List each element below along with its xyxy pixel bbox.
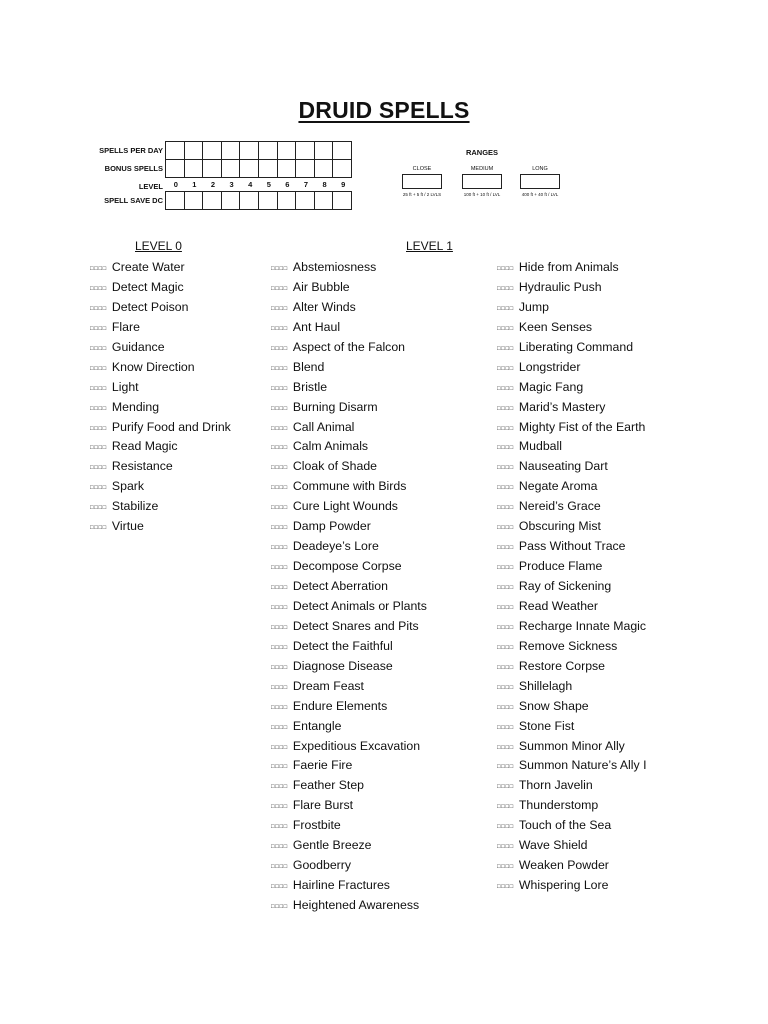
spell-name: Diagnose Disease (292, 658, 393, 673)
spell-item (497, 517, 646, 537)
spell-name: Goodberry (292, 858, 352, 873)
grid-cell[interactable] (295, 191, 315, 210)
spell-item (497, 537, 646, 557)
spell-name: Produce Flame (518, 559, 603, 574)
spell-name: Hide from Animals (518, 260, 619, 274)
level-number: 4 (248, 180, 253, 189)
spell-name: Mending (111, 399, 160, 414)
grid-cell[interactable] (295, 141, 315, 160)
prepared-checkboxes[interactable]: □□□□ (271, 904, 288, 910)
grid-cell[interactable] (221, 141, 241, 160)
range-medium (452, 165, 512, 197)
prepared-checkboxes[interactable]: □□□□ (271, 824, 288, 831)
range-medium-box[interactable] (462, 174, 502, 189)
spell-name: Jump (518, 299, 549, 314)
spell-item (271, 517, 427, 537)
spell-name: Snow Shape (518, 698, 589, 713)
spell-name: Burning Disarm (292, 399, 378, 414)
level-1-spell-list-b (497, 258, 646, 896)
level-number: 1 (192, 180, 197, 189)
level-0-spell-list (90, 258, 231, 537)
spell-name: Alter Winds (292, 299, 356, 314)
spell-item (90, 338, 231, 358)
prepared-checkboxes[interactable]: □□□□ (90, 425, 107, 432)
spell-item (497, 398, 646, 418)
spell-item (90, 517, 231, 537)
spell-item (271, 378, 427, 398)
range-close (392, 165, 452, 197)
spell-name: Hydraulic Push (518, 279, 602, 294)
spell-name: Endure Elements (292, 698, 388, 713)
spell-name: Hairline Fractures (292, 878, 390, 893)
range-long-box[interactable] (520, 174, 560, 189)
spell-name: Pass Without Trace (518, 539, 626, 554)
prepared-checkboxes[interactable]: □□□□ (271, 764, 288, 771)
grid-cell[interactable] (184, 191, 204, 210)
spell-name: Resistance (111, 459, 173, 474)
prepared-checkboxes[interactable]: □□□□ (271, 545, 288, 552)
spell-item (497, 597, 646, 617)
spell-item (271, 816, 427, 836)
grid-cell[interactable] (221, 191, 241, 210)
prepared-checkboxes[interactable]: □□□□ (497, 465, 514, 472)
spell-item (497, 577, 646, 597)
spell-item (271, 657, 427, 677)
grid-cell[interactable] (277, 191, 297, 210)
spell-name: Detect Aberration (292, 579, 388, 593)
spell-item (271, 776, 427, 796)
prepared-checkboxes[interactable]: □□□□ (497, 784, 514, 791)
spell-item (90, 278, 231, 298)
spell-item (271, 577, 427, 597)
prepared-checkboxes[interactable]: □□□□ (497, 744, 514, 751)
grid-cell[interactable] (239, 191, 259, 210)
spell-item (497, 717, 646, 737)
prepared-checkboxes[interactable]: □□□□ (497, 864, 514, 871)
level-number: 3 (229, 180, 234, 189)
prepared-checkboxes[interactable]: □□□□ (271, 844, 288, 851)
spell-item (497, 816, 646, 836)
spell-item (271, 557, 427, 577)
prepared-checkboxes[interactable]: □□□□ (497, 345, 514, 352)
level-number: 6 (285, 180, 290, 189)
spell-name: Recharge Innate Magic (518, 618, 647, 633)
grid-cell[interactable] (165, 191, 185, 210)
prepared-checkboxes[interactable]: □□□□ (497, 604, 514, 611)
spell-item (90, 378, 231, 398)
spell-name: Shillelagh (518, 678, 573, 693)
spell-item (497, 856, 646, 876)
prepared-checkboxes[interactable]: □□□□ (271, 345, 288, 352)
spell-save-dc-row (95, 191, 363, 210)
prepared-checkboxes[interactable]: □□□□ (497, 425, 514, 432)
prepared-checkboxes[interactable]: □□□□ (271, 704, 288, 711)
grid-cell[interactable] (314, 191, 334, 210)
spell-name: Weaken Powder (518, 858, 609, 873)
spell-item (90, 318, 231, 338)
spell-item (90, 477, 231, 497)
prepared-checkboxes[interactable]: □□□□ (90, 505, 107, 512)
spell-name: Bristle (292, 379, 328, 394)
spell-name: Nereid’s Grace (518, 499, 601, 514)
spell-name: Detect Snares and Pits (292, 618, 419, 633)
spell-name: Blend (292, 359, 325, 374)
range-close-box[interactable] (402, 174, 442, 189)
prepared-checkboxes[interactable]: □□□□ (497, 365, 514, 372)
spell-item (271, 756, 427, 776)
spell-name: Stabilize (111, 499, 159, 514)
prepared-checkboxes[interactable]: □□□□ (497, 405, 514, 412)
spell-item (497, 477, 646, 497)
prepared-checkboxes[interactable]: □□□□ (90, 285, 107, 292)
spell-item (271, 358, 427, 378)
prepared-checkboxes[interactable]: □□□□ (497, 704, 514, 711)
prepared-checkboxes[interactable]: □□□□ (90, 465, 107, 472)
spell-item (271, 457, 427, 477)
spell-item (497, 497, 646, 517)
level-label: LEVEL (138, 182, 163, 191)
prepared-checkboxes[interactable]: □□□□ (271, 565, 288, 572)
prepared-checkboxes[interactable]: □□□□ (271, 684, 288, 691)
spell-item (497, 258, 646, 278)
prepared-checkboxes[interactable]: □□□□ (271, 505, 288, 512)
spell-name: Light (111, 379, 139, 394)
spell-item (271, 697, 427, 717)
spell-name: Entangle (292, 718, 342, 733)
range-long (510, 165, 570, 197)
page-title: DRUID SPELLS (298, 97, 470, 123)
spell-name: Marid’s Mastery (518, 399, 606, 414)
grid-cell[interactable] (239, 141, 259, 160)
spell-name: Gentle Breeze (292, 838, 372, 853)
spell-name: Heightened Awareness (292, 898, 420, 912)
spell-name: Remove Sickness (518, 638, 618, 653)
grid-cell[interactable] (314, 141, 334, 160)
spell-name: Feather Step (292, 778, 364, 793)
prepared-checkboxes[interactable]: □□□□ (271, 425, 288, 432)
prepared-checkboxes[interactable]: □□□□ (271, 325, 288, 332)
grid-cell[interactable] (258, 191, 278, 210)
prepared-checkboxes[interactable]: □□□□ (271, 644, 288, 651)
spell-name: Mudball (518, 439, 562, 454)
grid-cell[interactable] (202, 141, 222, 160)
prepared-checkboxes[interactable]: □□□□ (497, 445, 514, 452)
range-long-label: LONG (532, 166, 548, 172)
spell-item (271, 677, 427, 697)
spell-name: Restore Corpse (518, 658, 606, 673)
spell-name: Detect Poison (111, 299, 189, 314)
prepared-checkboxes[interactable]: □□□□ (497, 325, 514, 332)
range-close-formula: 25 ft + 5 ft / 2 LVLS (402, 192, 442, 197)
level-number: 5 (266, 180, 271, 189)
prepared-checkboxes[interactable]: □□□□ (497, 285, 514, 292)
prepared-checkboxes[interactable]: □□□□ (90, 385, 107, 392)
prepared-checkboxes[interactable]: □□□□ (497, 724, 514, 731)
spell-name: Create Water (111, 260, 185, 274)
prepared-checkboxes[interactable]: □□□□ (497, 624, 514, 631)
level-number: 7 (303, 180, 309, 189)
prepared-checkboxes[interactable]: □□□□ (497, 764, 514, 771)
prepared-checkboxes[interactable]: □□□□ (90, 325, 107, 332)
spell-item (497, 378, 646, 398)
spell-name: Ray of Sickening (518, 579, 612, 593)
spell-name: Know Direction (111, 359, 195, 374)
spell-name: Obscuring Mist (518, 519, 601, 534)
prepared-checkboxes[interactable]: □□□□ (90, 405, 107, 412)
spell-name: Summon Minor Ally (518, 738, 625, 753)
spell-item (271, 258, 427, 278)
prepared-checkboxes[interactable]: □□□□ (497, 305, 514, 312)
spell-item (497, 338, 646, 358)
prepared-checkboxes[interactable]: □□□□ (271, 485, 288, 492)
prepared-checkboxes[interactable]: □□□□ (497, 485, 514, 492)
spell-item (271, 836, 427, 856)
spell-name: Flare Burst (292, 798, 354, 813)
spell-name: Thorn Javelin (518, 778, 593, 793)
spell-name: Negate Aroma (518, 479, 598, 494)
spell-name: Cure Light Wounds (292, 499, 398, 514)
prepared-checkboxes[interactable]: □□□□ (497, 844, 514, 851)
spell-name: Abstemiosness (292, 260, 377, 274)
prepared-checkboxes[interactable]: □□□□ (271, 624, 288, 631)
spell-item (271, 318, 427, 338)
prepared-checkboxes[interactable]: □□□□ (497, 525, 514, 532)
spell-item (497, 298, 646, 318)
spell-name: Aspect of the Falcon (292, 339, 406, 354)
spell-item (90, 298, 231, 318)
spell-name: Mighty Fist of the Earth (518, 419, 646, 434)
spell-item (497, 318, 646, 338)
spell-name: Ant Haul (292, 319, 341, 334)
prepared-checkboxes[interactable]: □□□□ (497, 585, 514, 591)
spell-item (90, 398, 231, 418)
bonus-spells-label: BONUS SPELLS (104, 164, 163, 173)
prepared-checkboxes[interactable]: □□□□ (497, 565, 514, 572)
prepared-checkboxes[interactable]: □□□□ (271, 525, 288, 532)
prepared-checkboxes[interactable]: □□□□ (271, 744, 288, 751)
range-long-formula: 400 ft + 40 ft / LVL (521, 192, 559, 197)
spell-item (271, 437, 427, 457)
spell-item (497, 697, 646, 717)
prepared-checkboxes[interactable]: □□□□ (497, 505, 514, 512)
spells-per-day-row (95, 141, 363, 160)
spell-name: Read Magic (111, 439, 178, 454)
spell-name: Dream Feast (292, 678, 364, 693)
spell-name: Damp Powder (292, 519, 371, 534)
spell-item (497, 796, 646, 816)
grid-cell[interactable] (202, 191, 222, 210)
spell-item (497, 876, 646, 896)
spell-item (497, 836, 646, 856)
grid-cell[interactable] (277, 141, 297, 160)
spell-item (497, 637, 646, 657)
spell-name: Air Bubble (292, 279, 350, 294)
spell-item (497, 737, 646, 757)
spell-name: Deadeye’s Lore (292, 539, 379, 554)
grid-cell[interactable] (165, 141, 185, 160)
spell-item (271, 298, 427, 318)
spell-name: Wave Shield (518, 838, 588, 853)
prepared-checkboxes[interactable]: □□□□ (271, 604, 288, 611)
spell-name: Call Animal (292, 419, 355, 434)
spell-item (271, 896, 427, 916)
spell-item (271, 278, 427, 298)
prepared-checkboxes[interactable]: □□□□ (90, 266, 107, 272)
spell-name: Spark (111, 479, 145, 494)
spell-item (497, 617, 646, 637)
spell-save-dc-label: SPELL SAVE DC (104, 196, 163, 205)
prepared-checkboxes[interactable]: □□□□ (90, 525, 107, 532)
prepared-checkboxes[interactable]: □□□□ (271, 724, 288, 731)
prepared-checkboxes[interactable]: □□□□ (271, 266, 288, 272)
spell-item (90, 418, 231, 438)
prepared-checkboxes[interactable]: □□□□ (497, 664, 514, 671)
spell-name: Thunderstomp (518, 798, 599, 813)
prepared-checkboxes[interactable]: □□□□ (90, 345, 107, 352)
prepared-checkboxes[interactable]: □□□□ (271, 405, 288, 412)
spell-item (497, 776, 646, 796)
spell-name: Faerie Fire (292, 758, 353, 773)
range-medium-label: MEDIUM (470, 166, 494, 172)
spell-item (271, 737, 427, 757)
prepared-checkboxes[interactable]: □□□□ (271, 664, 288, 671)
prepared-checkboxes[interactable]: □□□□ (90, 305, 107, 312)
spell-item (497, 457, 646, 477)
spell-name: Decompose Corpse (292, 559, 402, 574)
prepared-checkboxes[interactable]: □□□□ (271, 365, 288, 372)
spell-name: Detect the Faithful (292, 638, 393, 653)
spell-item (90, 497, 231, 517)
spell-item (271, 637, 427, 657)
prepared-checkboxes[interactable]: □□□□ (90, 485, 107, 492)
prepared-checkboxes[interactable]: □□□□ (271, 804, 288, 811)
spell-item (497, 358, 646, 378)
spell-name: Summon Nature’s Ally I (518, 758, 647, 773)
spell-item (271, 796, 427, 816)
prepared-checkboxes[interactable]: □□□□ (497, 684, 514, 691)
spell-item (90, 258, 231, 278)
grid-cell[interactable] (332, 191, 352, 210)
level-number: 8 (322, 180, 327, 189)
spell-name: Longstrider (518, 359, 581, 374)
prepared-checkboxes[interactable]: □□□□ (497, 824, 514, 831)
spell-item (497, 677, 646, 697)
spell-name: Liberating Command (518, 339, 634, 354)
spell-item (497, 557, 646, 577)
spell-item (271, 477, 427, 497)
spell-name: Detect Animals or Plants (292, 598, 427, 613)
spell-item (497, 418, 646, 438)
spell-name: Magic Fang (518, 379, 584, 394)
spell-item (271, 338, 427, 358)
prepared-checkboxes[interactable]: □□□□ (497, 804, 514, 811)
spell-name: Cloak of Shade (292, 459, 377, 474)
prepared-checkboxes[interactable]: □□□□ (497, 545, 514, 552)
spell-name: Stone Fist (518, 718, 575, 733)
spell-item (90, 358, 231, 378)
level-number: 9 (341, 180, 346, 189)
prepared-checkboxes[interactable]: □□□□ (271, 884, 288, 891)
prepared-checkboxes[interactable]: □□□□ (497, 644, 514, 651)
range-medium-formula: 100 ft + 10 ft / LVL (463, 192, 501, 197)
level-1-heading: LEVEL 1 (406, 239, 453, 253)
spell-item (271, 717, 427, 737)
spell-item (90, 457, 231, 477)
spell-name: Frostbite (292, 818, 341, 833)
ranges-title: RANGES (465, 148, 499, 157)
spell-item (271, 398, 427, 418)
prepared-checkboxes[interactable]: □□□□ (90, 365, 107, 372)
level-number: 0 (173, 180, 178, 189)
spell-item (497, 278, 646, 298)
level-0-heading: LEVEL 0 (135, 239, 182, 253)
spell-name: Expeditious Excavation (292, 738, 421, 753)
spell-name: Keen Senses (518, 319, 593, 334)
spell-name: Virtue (111, 519, 144, 534)
spell-item (497, 756, 646, 776)
prepared-checkboxes[interactable]: □□□□ (271, 465, 288, 472)
spells-per-day-label: SPELLS PER DAY (99, 146, 163, 155)
spell-item (271, 497, 427, 517)
prepared-checkboxes[interactable]: □□□□ (271, 385, 288, 392)
spell-item (497, 437, 646, 457)
spell-name: Touch of the Sea (518, 818, 612, 833)
spell-name: Calm Animals (292, 439, 369, 454)
spell-item (271, 537, 427, 557)
spell-name: Purify Food and Drink (111, 419, 231, 434)
spell-save-dc-cells[interactable] (166, 191, 352, 210)
spell-item (271, 418, 427, 438)
spell-item (90, 437, 231, 457)
spell-name: Read Weather (518, 598, 598, 613)
prepared-checkboxes[interactable]: □□□□ (271, 864, 288, 871)
prepared-checkboxes[interactable]: □□□□ (271, 305, 288, 312)
spell-item (497, 657, 646, 677)
grid-cell[interactable] (184, 141, 204, 160)
spell-name: Nauseating Dart (518, 459, 608, 474)
spell-name: Guidance (111, 339, 165, 354)
spells-per-day-cells[interactable] (166, 141, 352, 160)
prepared-checkboxes[interactable]: □□□□ (271, 585, 288, 591)
spell-name: Commune with Birds (292, 479, 407, 494)
grid-cell[interactable] (332, 141, 352, 160)
spell-name: Whispering Lore (518, 878, 609, 893)
spell-item (271, 856, 427, 876)
spell-name: Flare (111, 319, 140, 334)
level-1-spell-list-a (271, 258, 427, 916)
spell-item (271, 617, 427, 637)
spell-item (271, 876, 427, 896)
spell-name: Detect Magic (111, 279, 184, 294)
prepared-checkboxes[interactable]: □□□□ (497, 266, 514, 272)
grid-cell[interactable] (258, 141, 278, 160)
prepared-checkboxes[interactable]: □□□□ (271, 445, 288, 452)
range-close-label: CLOSE (412, 166, 432, 172)
spell-item (271, 597, 427, 617)
prepared-checkboxes[interactable]: □□□□ (497, 884, 514, 891)
level-number: 2 (210, 180, 216, 189)
prepared-checkboxes[interactable]: □□□□ (271, 285, 288, 292)
prepared-checkboxes[interactable]: □□□□ (271, 784, 288, 791)
prepared-checkboxes[interactable]: □□□□ (497, 385, 514, 392)
prepared-checkboxes[interactable]: □□□□ (90, 445, 107, 452)
